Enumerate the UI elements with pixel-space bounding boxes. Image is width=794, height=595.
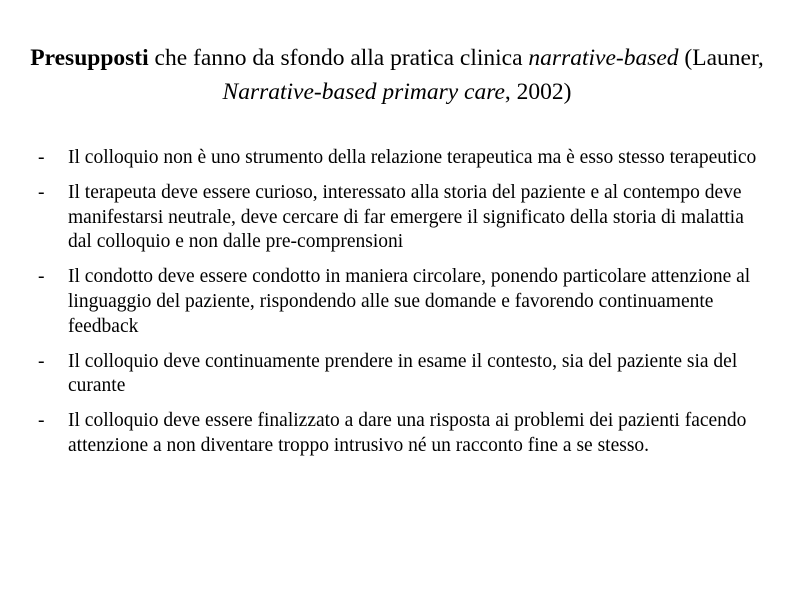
title-text-1: che fanno da sfondo alla pratica clinica xyxy=(148,45,529,71)
bullet-list xyxy=(38,146,758,469)
bullet-dash: - xyxy=(38,350,45,372)
bullet-text: Il colloquio non è uno strumento della relazione terapeutica ma è esso stesso terapeutico xyxy=(68,147,757,168)
title-bold-part: Presupposti xyxy=(30,45,149,71)
slide-title xyxy=(20,41,774,109)
bullet-item-2 xyxy=(38,181,758,255)
bullet-item-4 xyxy=(38,350,758,399)
bullet-dash: - xyxy=(38,266,45,288)
title-italic-1: narrative-based xyxy=(528,45,679,71)
bullet-dash: - xyxy=(38,147,45,168)
title-italic-2: Narrative-based primary care xyxy=(222,79,505,105)
bullet-text: Il condotto deve essere condotto in maniera circolare, ponendo particolare attenzione al linguaggio del paziente, rispondendo alle sue domande e favorendo continuamente feedback xyxy=(68,266,751,337)
bullet-item-5 xyxy=(38,409,758,458)
bullet-text: Il colloquio deve essere finalizzato a dare una risposta ai problemi dei pazienti facendo attenzione a non diventare troppo intrusivo né un racconto fine a se stesso. xyxy=(68,410,747,456)
bullet-item-3 xyxy=(38,265,758,339)
title-text-2: (Launer, xyxy=(678,45,764,71)
bullet-text: Il colloquio deve continuamente prendere in esame il contesto, sia del paziente sia del curante xyxy=(68,350,738,397)
bullet-text: Il terapeuta deve essere curioso, interessato alla storia del paziente e al contempo deve manifestarsi neutrale, deve cercare di far emergere il significato della storia di malattia dal colloquio e non dalle pre-comprensioni xyxy=(68,182,744,253)
bullet-dash: - xyxy=(38,410,45,432)
bullet-item-1 xyxy=(38,146,758,171)
title-text-3: , 2002) xyxy=(504,79,572,105)
bullet-dash: - xyxy=(38,182,45,204)
